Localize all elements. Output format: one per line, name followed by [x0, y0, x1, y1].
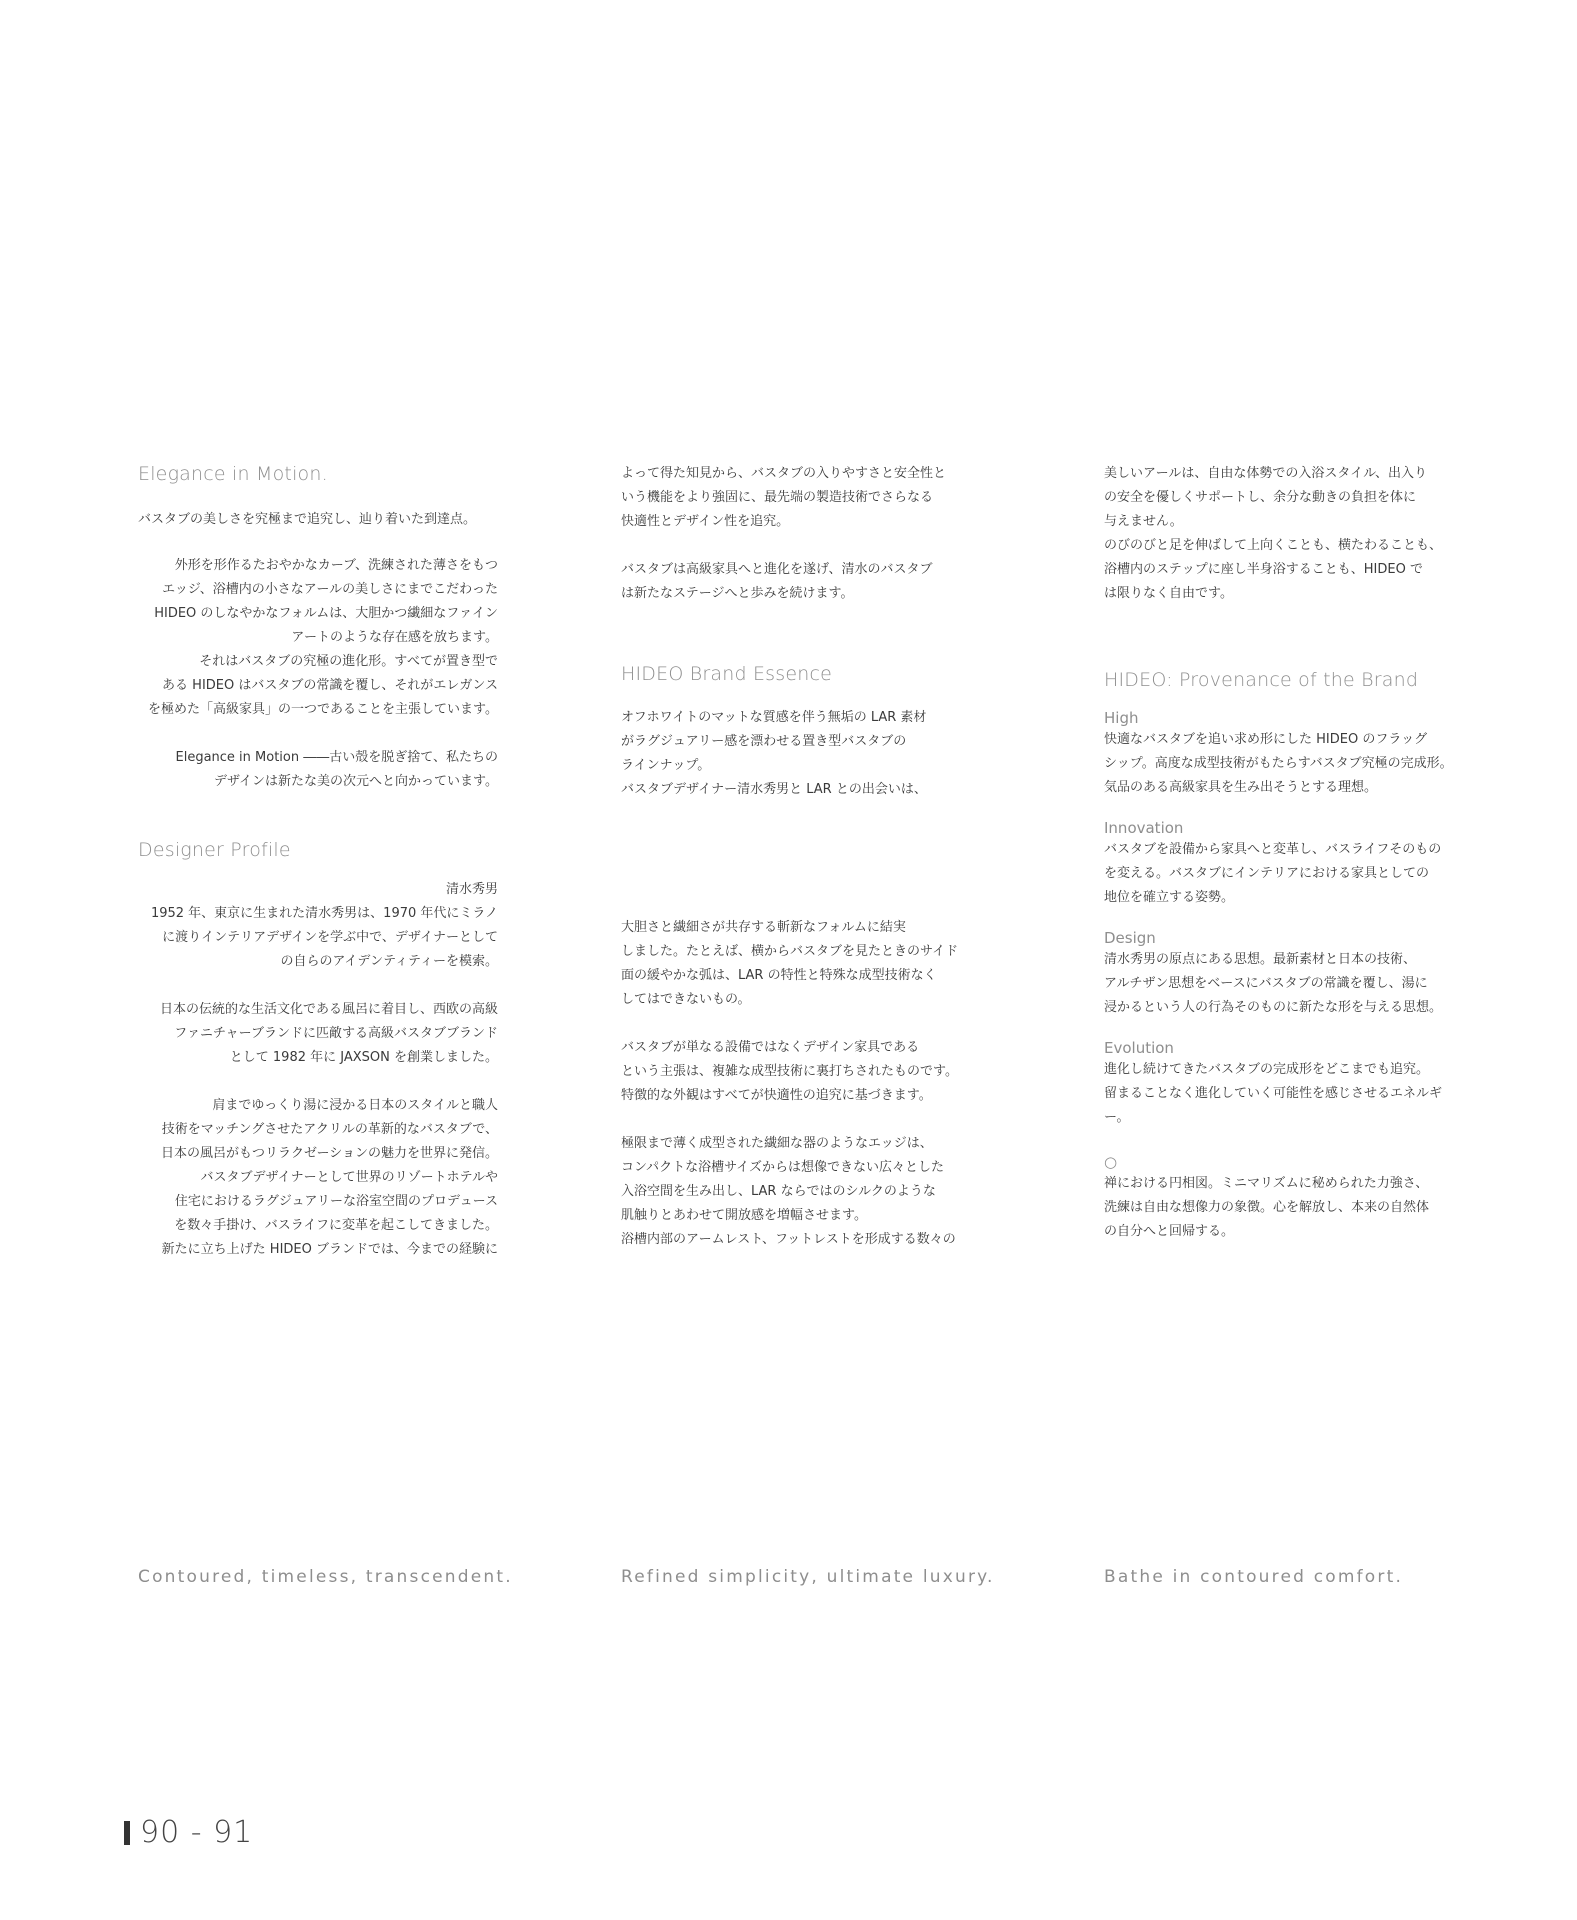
text-line: の自らのアイデンティティーを模索。	[280, 954, 498, 969]
designer-paragraph-3	[138, 1094, 498, 1262]
provenance-heading: HIDEO: Provenance of the Brand	[1104, 669, 1419, 691]
designer-name: 清水秀男	[445, 882, 498, 897]
text-line: バスタブは高級家具へと進化を遂げ、清水のバスタブ	[621, 562, 933, 577]
text-line: いう機能をより強固に、最先端の製造技術でさらなる	[621, 490, 934, 505]
evolution-subheading: Evolution	[1104, 1039, 1174, 1057]
brand-essence-heading: HIDEO Brand Essence	[621, 663, 833, 685]
text-line: として 1982 年に JAXSON を創業しました。	[229, 1050, 498, 1065]
tagline-middle: Refined simplicity, ultimate luxury.	[621, 1567, 995, 1587]
text-line: 洗練は自由な想像力の象徴。心を解放し、本来の自然体	[1104, 1200, 1430, 1215]
tagline-right: Bathe in contoured comfort.	[1104, 1567, 1404, 1587]
text-line: HIDEO のしなやかなフォルムは、大胆かつ繊細なファイン	[154, 606, 498, 621]
text-line: しました。たとえば、横からバスタブを見たときのサイド	[621, 944, 959, 959]
page-number-text: 90 - 91	[140, 1815, 254, 1850]
continued-paragraph-1	[621, 462, 981, 534]
text-line: 面の緩やかな弧は、LAR の特性と特殊な成型技術なく	[621, 968, 937, 983]
text-line: 入浴空間を生み出し、LAR ならではのシルクのような	[621, 1184, 936, 1199]
designer-paragraph-2	[138, 998, 498, 1070]
column-right	[1104, 462, 1464, 1244]
essence-paragraph-3	[621, 1036, 981, 1108]
circle-icon: ○	[1104, 1153, 1118, 1171]
high-subheading: High	[1104, 709, 1139, 727]
text-line: 住宅におけるラグジュアリーな浴室空間のプロデュース	[174, 1194, 498, 1209]
text-line: それはバスタブの究極の進化形。すべてが置き型で	[199, 654, 498, 669]
text-line: のびのびと足を伸ばして上向くことも、横たわることも、	[1104, 538, 1443, 553]
text-line: という主張は、複雑な成型技術に裏打ちされたものです。	[621, 1064, 958, 1079]
page-number	[124, 1815, 253, 1850]
design-subheading: Design	[1104, 929, 1156, 947]
tagline-left: Contoured, timeless, transcendent.	[138, 1567, 513, 1587]
text-line: 快適なバスタブを追い求め形にした HIDEO のフラッグ	[1104, 732, 1428, 747]
text-line: の安全を優しくサポートし、余分な動きの負担を体に	[1104, 490, 1417, 505]
text-line: バスタブデザイナーとして世界のリゾートホテルや	[200, 1170, 498, 1185]
essence-paragraph-1	[621, 706, 981, 802]
text-line: コンパクトな浴槽サイズからは想像できない広々とした	[621, 1160, 945, 1175]
text-line: 極限まで薄く成型された繊細な器のようなエッジは、	[621, 1136, 933, 1151]
text-line: がラグジュアリー感を漂わせる置き型バスタブの	[621, 734, 907, 749]
text-line: デザインは新たな美の次元へと向かっています。	[213, 774, 498, 789]
text-line: に渡りインテリアデザインを学ぶ中で、デザイナーとして	[162, 930, 498, 945]
elegance-heading: Elegance in Motion.	[138, 463, 328, 485]
text-line: 進化し続けてきたバスタブの完成形をどこまでも追究。	[1104, 1062, 1430, 1077]
text-line: 肌触りとあわせて開放感を増幅させます。	[621, 1208, 867, 1223]
elegance-paragraph-3	[138, 746, 498, 794]
text-line: 日本の風呂がもつリラクゼーションの魅力を世界に発信。	[161, 1146, 498, 1161]
text-line: 技術をマッチングさせたアクリルの革新的なバスタブで、	[161, 1122, 498, 1137]
text-line: アートのような存在感を放ちます。	[291, 630, 498, 645]
text-line: エッジ、浴槽内の小さなアールの美しさにまでこだわった	[162, 582, 498, 597]
innovation-subheading: Innovation	[1104, 819, 1184, 837]
text-line: Elegance in Motion ――古い殻を脱ぎ捨て、私たちの	[175, 750, 498, 765]
text-line: してはできないもの。	[621, 992, 751, 1007]
text-line: バスタブが単なる設備ではなくデザイン家具である	[621, 1040, 920, 1055]
text-line: 美しいアールは、自由な体勢での入浴スタイル、出入り	[1104, 466, 1428, 481]
text-line: 新たに立ち上げた HIDEO ブランドでは、今までの経験に	[161, 1242, 498, 1257]
text-line: は新たなステージへと歩みを続けます。	[621, 586, 854, 601]
text-line: 清水秀男の原点にある思想。最新素材と日本の技術、	[1104, 952, 1417, 967]
text-line: 浴槽内部のアームレスト、フットレストを形成する数々の	[621, 1232, 956, 1247]
text-line: バスタブデザイナー清水秀男と LAR との出会いは、	[621, 782, 927, 797]
text-line: バスタブを設備から家具へと変革し、バスライフそのもの	[1104, 842, 1442, 857]
text-line: 肩までゆっくり湯に浸かる日本のスタイルと職人	[212, 1098, 498, 1113]
continued-paragraph-2	[621, 558, 981, 606]
text-line: 地位を確立する姿勢。	[1104, 890, 1235, 905]
text-line: 与えません。	[1104, 514, 1183, 529]
text-line: は限りなく自由です。	[1104, 586, 1233, 601]
designer-heading: Designer Profile	[138, 839, 291, 861]
text-line: 快適性とデザイン性を追究。	[621, 514, 790, 529]
column-left	[138, 462, 498, 1262]
essence-paragraph-4	[621, 1132, 981, 1252]
continued-paragraph	[1104, 462, 1464, 606]
elegance-paragraph-2	[138, 554, 498, 722]
text-line: 禅における円相図。ミニマリズムに秘められた力強さ、	[1104, 1176, 1429, 1191]
text-line: ラインナップ。	[621, 758, 711, 773]
column-middle	[621, 462, 981, 1252]
text-line: 浴槽内のステップに座し半身浴することも、HIDEO で	[1104, 562, 1423, 577]
essence-paragraph-2	[621, 916, 981, 1012]
text-line: ファニチャーブランドに匹敵する高級バスタブブランド	[174, 1026, 498, 1041]
text-line: を数々手掛け、バスライフに変革を起こしてきました。	[174, 1218, 498, 1233]
page-number-bar	[124, 1821, 130, 1845]
text-line: ある HIDEO はバスタブの常識を覆し、それがエレガンス	[162, 678, 498, 693]
text-line: を変える。バスタブにインテリアにおける家具としての	[1104, 866, 1430, 881]
text-line: 外形を形作るたおやかなカーブ、洗練された薄さをもつ	[174, 558, 498, 573]
text-line: の自分へと回帰する。	[1104, 1224, 1235, 1239]
designer-paragraph-1	[138, 902, 498, 974]
text-line: 気品のある高級家具を生み出そうとする理想。	[1104, 780, 1378, 795]
elegance-lead: バスタブの美しさを究極まで追究し、辿り着いた到達点。	[138, 512, 477, 527]
text-line: 特徴的な外観はすべてが快適性の追究に基づきます。	[621, 1088, 932, 1103]
text-line: を極めた「高級家具」の一つであることを主張しています。	[148, 702, 498, 717]
text-line: 浸かるという人の行為そのものに新たな形を与える思想。	[1104, 1000, 1443, 1015]
text-line: オフホワイトのマットな質感を伴う無垢の LAR 素材	[621, 710, 927, 725]
text-line: 1952 年、東京に生まれた清水秀男は、1970 年代にミラノ	[150, 906, 498, 921]
text-line: 日本の伝統的な生活文化である風呂に着目し、西欧の高級	[159, 1002, 498, 1017]
text-line: 大胆さと繊細さが共存する斬新なフォルムに結実	[621, 920, 906, 935]
text-line: シップ。高度な成型技術がもたらすバスタブ究極の完成形。	[1104, 756, 1453, 771]
text-line: アルチザン思想をベースにバスタブの常識を覆し、湯に	[1104, 976, 1428, 991]
text-line: 留まることなく進化していく可能性を感じさせるエネルギー。	[1104, 1086, 1443, 1125]
text-line: よって得た知見から、バスタブの入りやすさと安全性と	[621, 466, 947, 481]
